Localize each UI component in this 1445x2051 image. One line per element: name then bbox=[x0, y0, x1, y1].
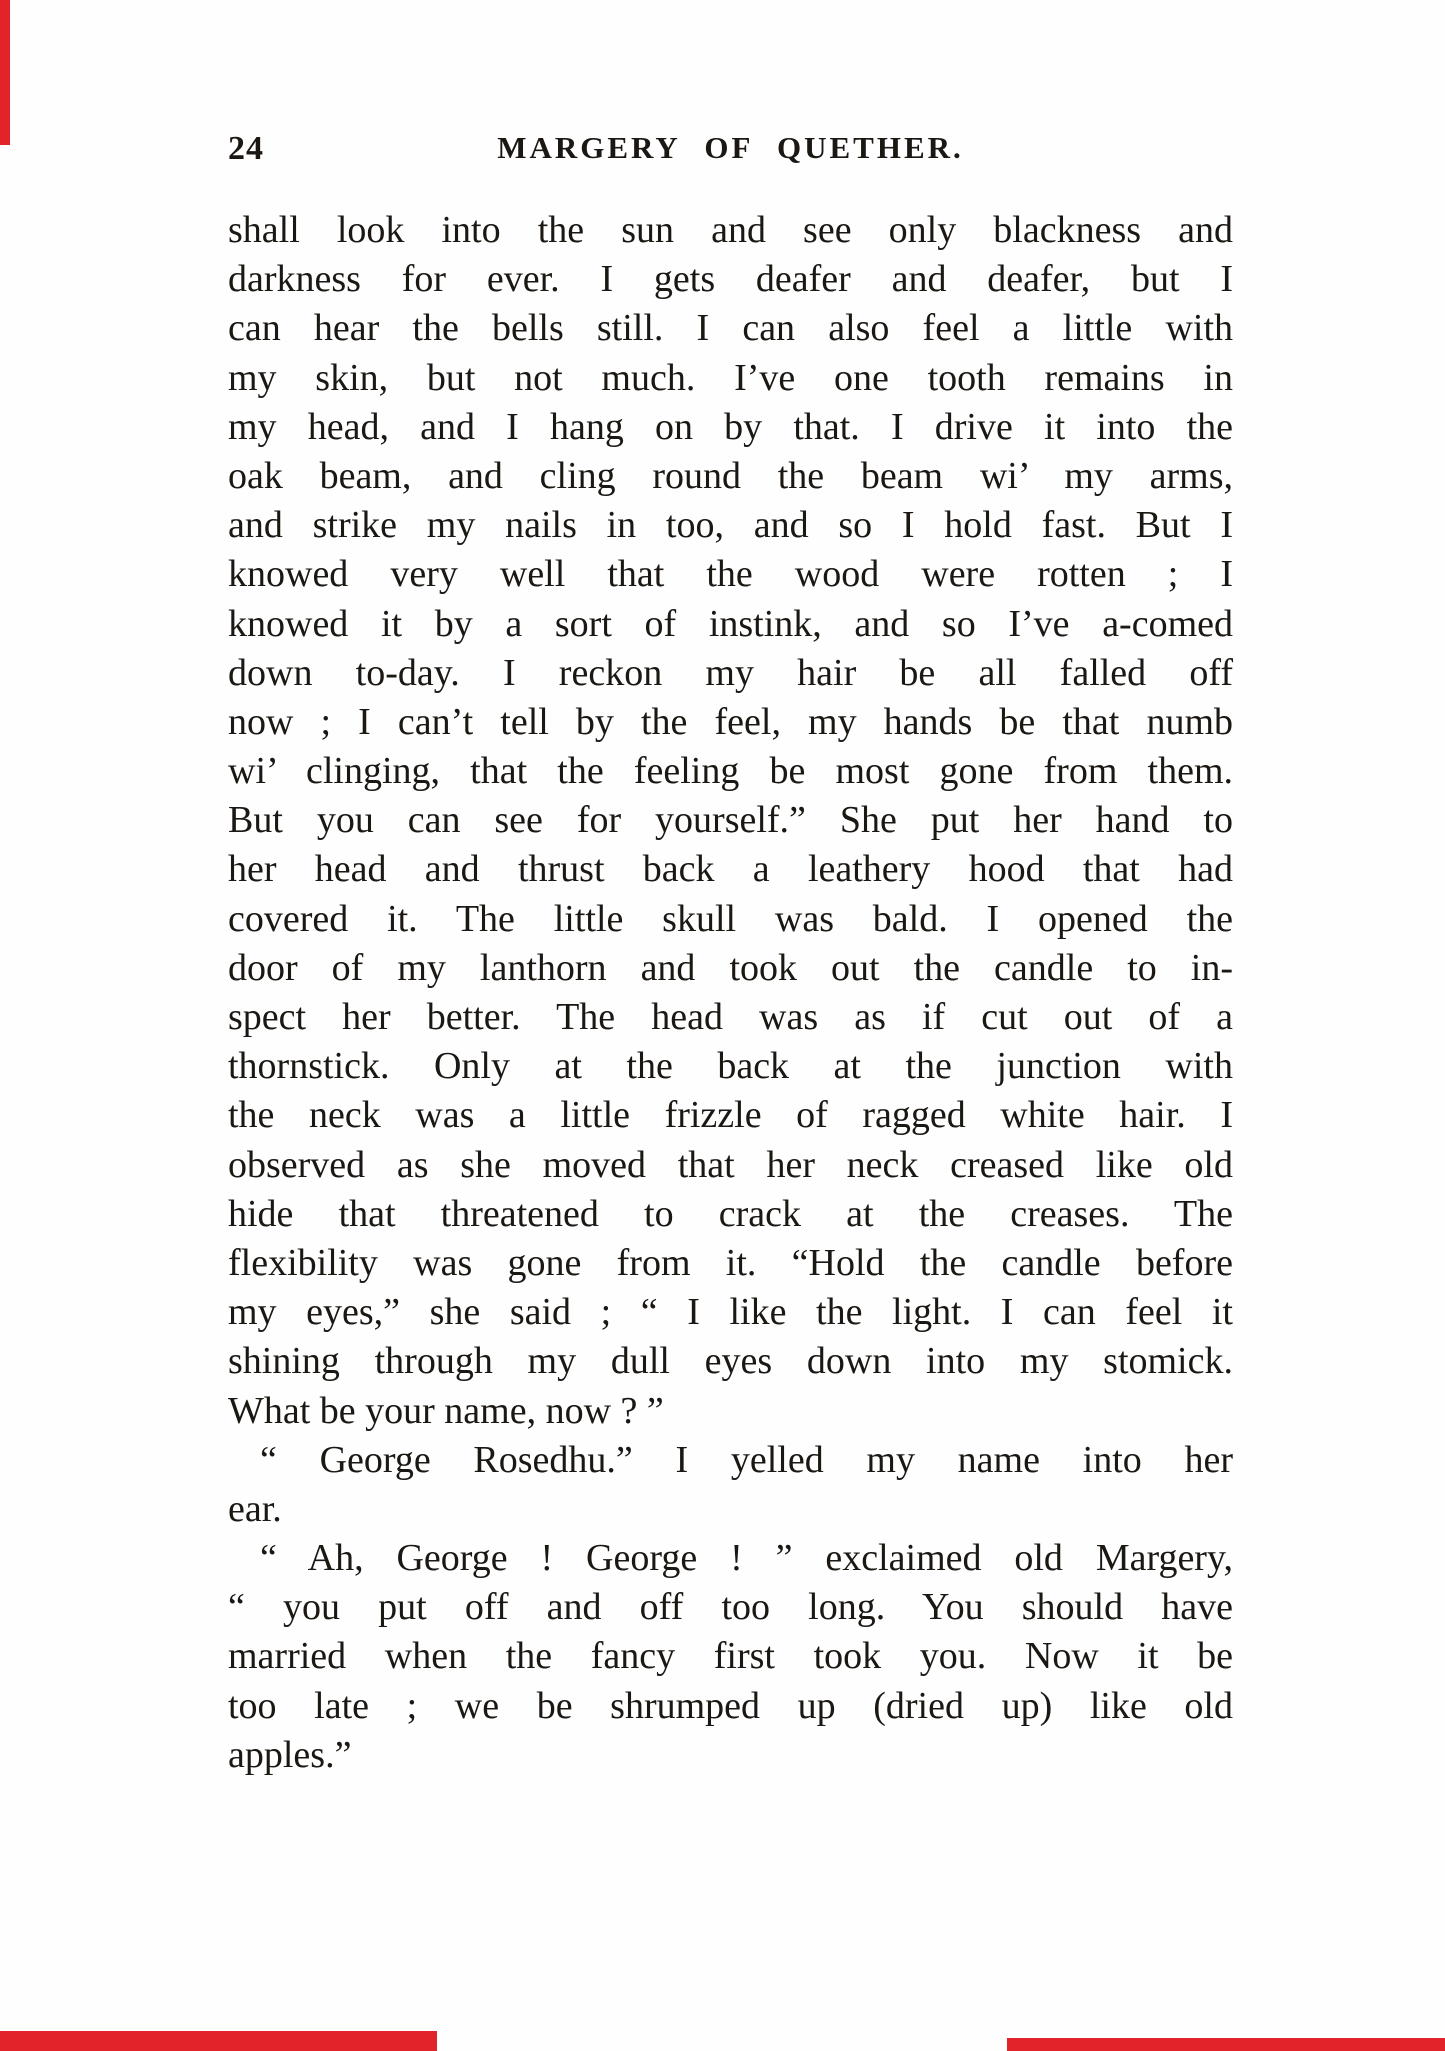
text-line: shining through my dull eyes down into my stomick. bbox=[228, 1340, 1233, 1383]
text-line: thornstick. Only at the back at the junction with bbox=[228, 1045, 1233, 1088]
text-line: hide that threatened to crack at the creases. The bbox=[228, 1192, 1233, 1235]
text-line: married when the fancy first took you. Now it be bbox=[228, 1635, 1233, 1678]
text-line: down to-day. I reckon my hair be all falled off bbox=[228, 651, 1233, 694]
text-line: flexibility was gone from it. “Hold the candle before bbox=[228, 1241, 1233, 1284]
text-line: shall look into the sun and see only blackness and bbox=[228, 209, 1233, 251]
text-line: ear. bbox=[228, 1487, 282, 1530]
text-line: the neck was a little frizzle of ragged white hair. I bbox=[228, 1094, 1233, 1137]
text-line: What be your name, now ? ” bbox=[228, 1389, 664, 1432]
text-line: too late ; we be shrumped up (dried up) like old bbox=[228, 1684, 1233, 1727]
text-line: knowed very well that the wood were rotten ; I bbox=[228, 553, 1233, 596]
scan-artifact-bottom-left bbox=[0, 2031, 437, 2051]
text-line: “ George Rosedhu.” I yelled my name into her bbox=[260, 1438, 1233, 1481]
text-line: But you can see for yourself.” She put her hand to bbox=[228, 799, 1233, 842]
text-line: her head and thrust back a leathery hood that had bbox=[228, 848, 1233, 891]
body-text bbox=[228, 206, 1233, 1780]
running-title: MARGERY OF QUETHER. bbox=[497, 130, 964, 165]
text-line: observed as she moved that her neck creased like old bbox=[228, 1143, 1233, 1186]
text-line: can hear the bells still. I can also feel a little with bbox=[228, 307, 1233, 350]
text-line: covered it. The little skull was bald. I opened the bbox=[228, 897, 1233, 940]
text-line: apples.” bbox=[228, 1733, 352, 1776]
scan-artifact-top-left bbox=[0, 0, 10, 145]
scan-artifact-bottom-right bbox=[1007, 2038, 1445, 2051]
page-number: 24 bbox=[228, 130, 264, 167]
text-line: oak beam, and cling round the beam wi’ my arms, bbox=[228, 454, 1233, 497]
text-line: and strike my nails in too, and so I hold fast. But I bbox=[228, 504, 1233, 547]
text-line: my eyes,” she said ; “ I like the light. I can feel it bbox=[228, 1291, 1233, 1334]
text-line: wi’ clinging, that the feeling be most gone from them. bbox=[228, 750, 1233, 793]
text-line: my skin, but not much. I’ve one tooth remains in bbox=[228, 356, 1233, 399]
text-line: now ; I can’t tell by the feel, my hands be that numb bbox=[228, 700, 1233, 743]
text-line: door of my lanthorn and took out the candle to in- bbox=[228, 946, 1233, 989]
running-header bbox=[228, 130, 1233, 172]
text-line: “ you put off and off too long. You should have bbox=[228, 1586, 1233, 1629]
text-line: darkness for ever. I gets deafer and deafer, but I bbox=[228, 258, 1233, 301]
text-line: my head, and I hang on by that. I drive it into the bbox=[228, 405, 1233, 448]
text-line: knowed it by a sort of instink, and so I’ve a-comed bbox=[228, 602, 1233, 645]
text-line: “ Ah, George ! George ! ” exclaimed old Margery, bbox=[260, 1537, 1233, 1580]
text-line: spect her better. The head was as if cut out of a bbox=[228, 996, 1233, 1038]
